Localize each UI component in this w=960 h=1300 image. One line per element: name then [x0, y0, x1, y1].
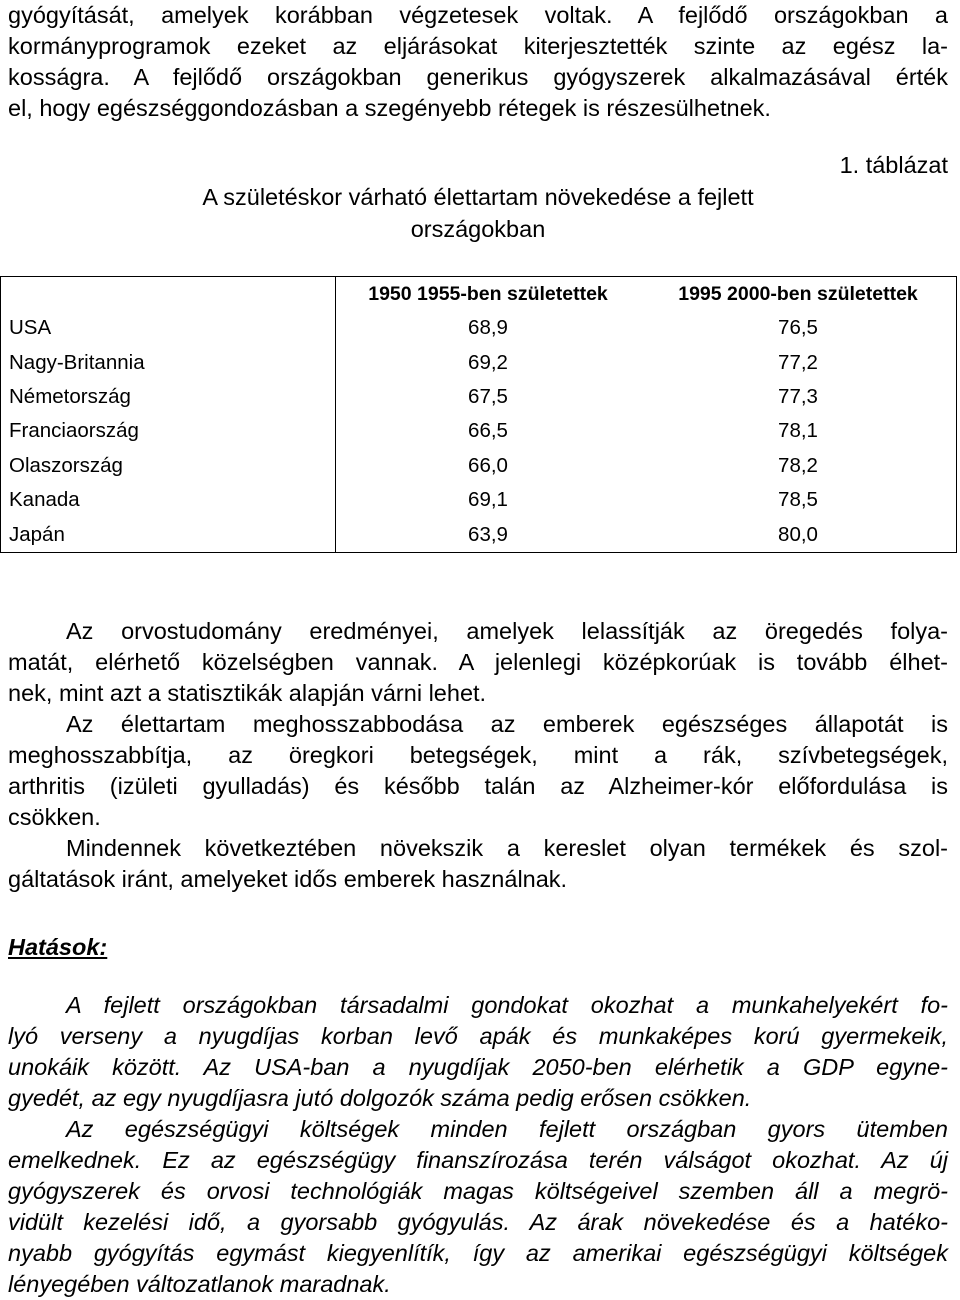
text-line: lyó verseny a nyugdíjas korban levő apák és munkaképes korú gyermekeik,	[8, 1023, 948, 1049]
value-1995-cell: 77,3	[778, 384, 818, 408]
text-line: Az élettartam meghosszabbodása az emberek egészséges állapotát is	[66, 711, 948, 737]
country-cell: Japán	[1, 517, 336, 552]
text-line: gáltatások iránt, amelyeket idős emberek használnak.	[8, 866, 568, 892]
body-paragraph-3	[8, 833, 948, 895]
text-line: kormányprogramok ezeket az eljárásokat kiterjesztették szinte az egész la-	[8, 33, 948, 59]
text-line: Az orvostudomány eredményei, amelyek lelassítják az öregedés folya-	[66, 618, 948, 644]
value-1950-cell: 63,9	[468, 522, 508, 546]
table-row	[1, 483, 957, 517]
value-1950-cell: 66,0	[468, 453, 508, 477]
text-line: meghosszabbítja, az öregkori betegségek, mint a rák, szívbetegségek,	[8, 742, 948, 768]
body-paragraph-1	[8, 616, 948, 709]
text-line: emelkednek. Ez az egészségügy finanszírozása terén válságot okozhat. Az új	[8, 1147, 948, 1173]
value-1995-cell: 78,1	[778, 419, 818, 443]
table-title	[150, 181, 806, 245]
country-cell: Olaszország	[1, 449, 336, 483]
value-1950-cell: 69,2	[468, 350, 508, 374]
text-line: vidült kezelési idő, a gyorsabb gyógyulás. Az árak növekedése és a hatéko-	[8, 1209, 948, 1235]
table-row	[1, 449, 957, 483]
table-title-line: országokban	[410, 216, 546, 242]
life-expectancy-table	[0, 276, 957, 553]
value-1995-cell: 78,2	[778, 453, 818, 477]
table-row	[1, 345, 957, 379]
table-header-cell	[1, 277, 336, 312]
table-header-cell: 1995 2000-ben születettek	[678, 282, 918, 305]
text-line: nyabb gyógyítás egymást kiegyenlítík, így az amerikai egészségügyi költségek	[8, 1240, 948, 1266]
text-line: lényegében változatlanok maradnak.	[8, 1271, 391, 1297]
value-1995-cell: 78,5	[778, 488, 818, 512]
text-line: kosságra. A fejlődő országokban generikus gyógyszerek alkalmazásával érték	[8, 64, 948, 90]
table-row	[1, 311, 957, 345]
country-cell: Nagy-Britannia	[1, 345, 336, 379]
value-1950-cell: 67,5	[468, 384, 508, 408]
text-line: Mindennek következtében növekszik a kereslet olyan termékek és szol-	[66, 835, 948, 861]
table-title-line: A születéskor várható élettartam növekedése a fejlett	[202, 184, 754, 210]
value-1950-cell: 66,5	[468, 419, 508, 443]
text-line: Az egészségügyi költségek minden fejlett országban gyors ütemben	[66, 1116, 948, 1142]
table-row	[1, 380, 957, 414]
value-1995-cell: 80,0	[778, 522, 818, 546]
table-header-row	[1, 277, 957, 312]
country-cell: Németország	[1, 380, 336, 414]
table-row	[1, 414, 957, 448]
body-paragraph-2	[8, 709, 948, 833]
effects-heading: Hatások:	[8, 934, 108, 960]
table-header-cell: 1950 1955-ben születettek	[368, 282, 608, 305]
value-1950-cell: 68,9	[468, 316, 508, 340]
text-line: matát, elérhető közelségben vannak. A jelenlegi középkorúak is tovább élhet-	[8, 649, 948, 675]
text-line: el, hogy egészséggondozásban a szegényebb rétegek is részesülhetnek.	[8, 95, 771, 121]
value-1995-cell: 77,2	[778, 350, 818, 374]
value-1995-cell: 76,5	[778, 316, 818, 340]
text-line: unokáik között. Az USA-ban a nyugdíjak 2050-ben elérhetik a GDP egyne-	[8, 1054, 948, 1080]
effects-paragraph-2	[8, 1114, 948, 1300]
text-line: gyógyszerek és orvosi technológiák magas költségeivel szemben áll a megrö-	[8, 1178, 948, 1204]
intro-paragraph	[8, 0, 948, 124]
text-line: arthritis (izületi gyulladás) és később talán az Alzheimer-kór előfordulása is	[8, 773, 948, 799]
country-cell: Franciaország	[1, 414, 336, 448]
text-line: A fejlett országokban társadalmi gondokat okozhat a munkahelyekért fo-	[66, 992, 948, 1018]
text-line: gyógyítását, amelyek korábban végzetesek voltak. A fejlődő országokban a	[8, 2, 948, 28]
table-label: 1. táblázat	[839, 152, 948, 178]
text-line: csökken.	[8, 804, 101, 830]
effects-paragraph-1	[8, 990, 948, 1114]
text-line: gyedét, az egy nyugdíjasra jutó dolgozók száma pedig erősen csökken.	[8, 1085, 752, 1111]
text-line: nek, mint azt a statisztikák alapján várni lehet.	[8, 680, 487, 706]
country-cell: USA	[1, 311, 336, 345]
value-1950-cell: 69,1	[468, 488, 508, 512]
country-cell: Kanada	[1, 483, 336, 517]
table-row	[1, 517, 957, 552]
